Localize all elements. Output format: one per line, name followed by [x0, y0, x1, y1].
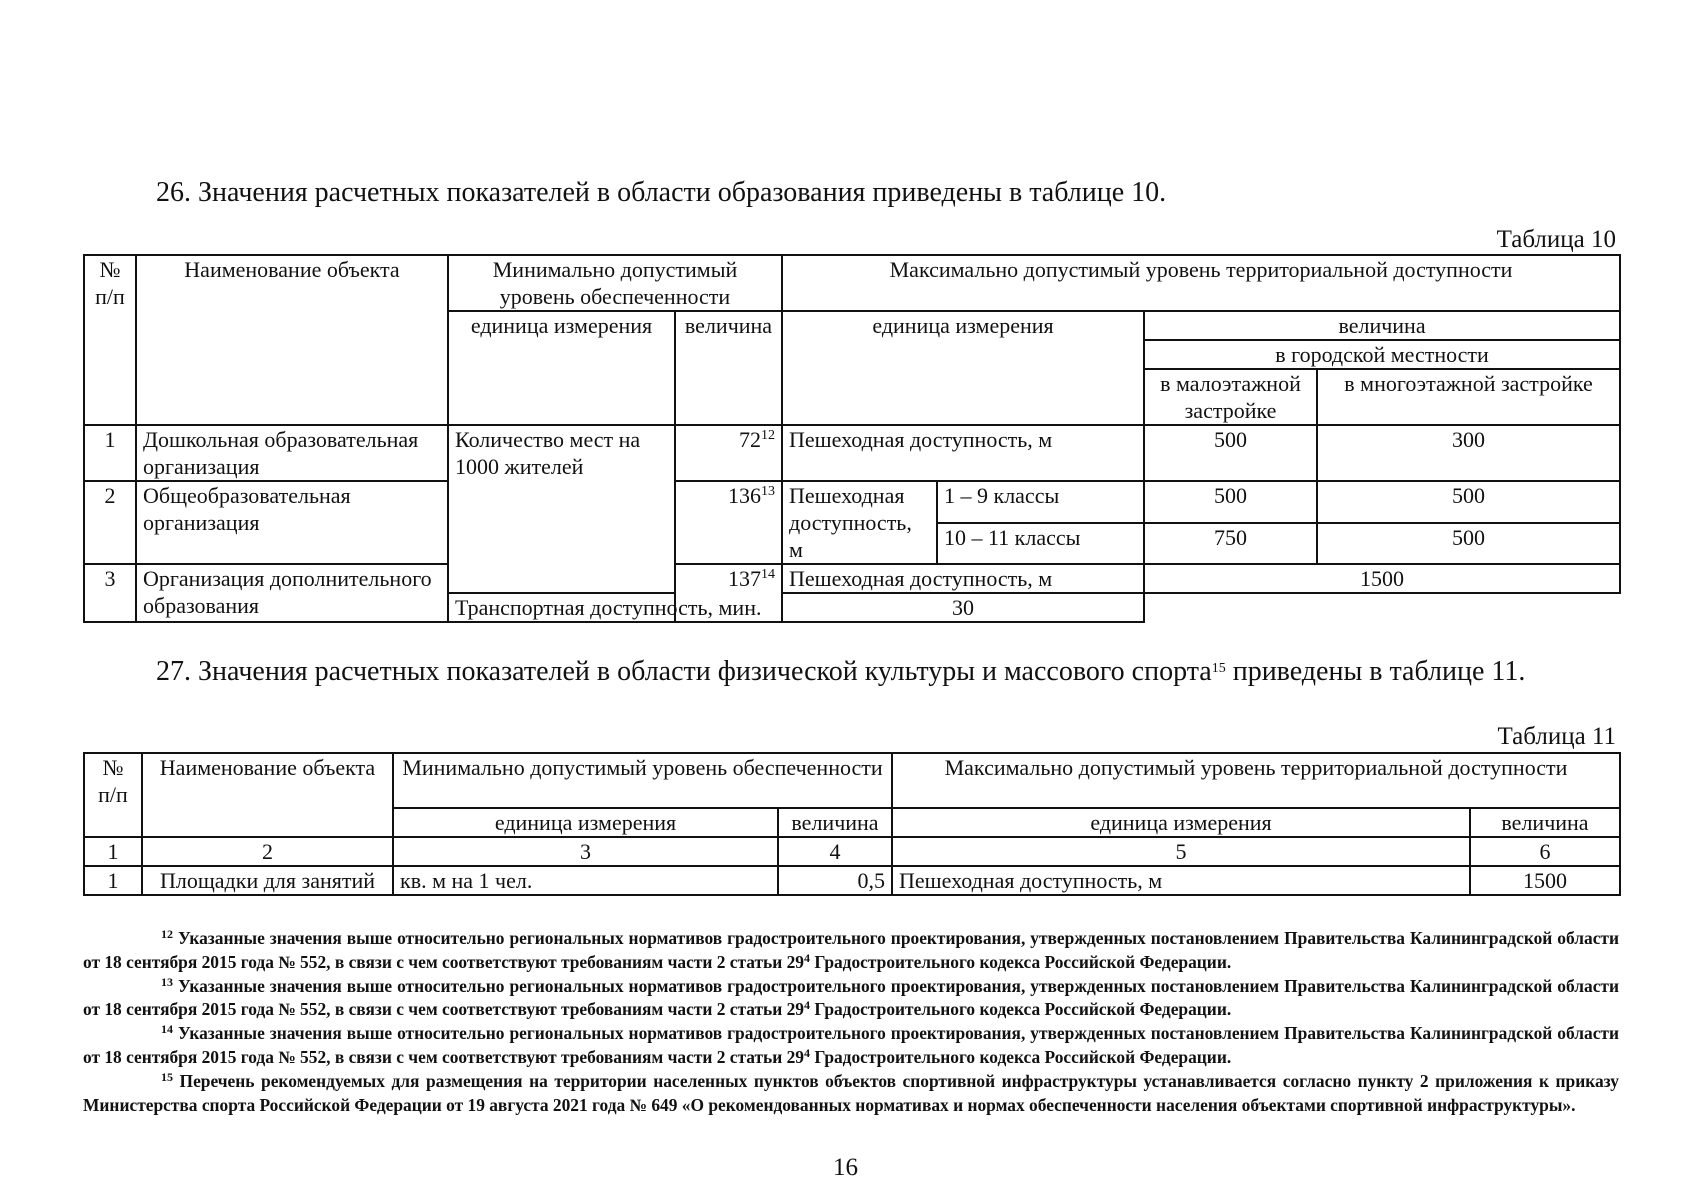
header-min-unit: единица измерения [448, 311, 675, 425]
footnote-ref: 14 [761, 567, 775, 582]
row-object-name: Площадки для занятий [142, 866, 393, 895]
row-object-name: Общеобразовательная организация [136, 481, 448, 564]
footnote: $^{14}$ Указанные значения выше относительно региональных нормативов градостроительного проектирования, утвержденных постановлением Правительства Калининградской области от 18 сентября 2015 года № 552, в связи с чем соответствуют требованиям части 2 статьи $29^4$ Градостроительного кодекса Российской Федерации. [83, 1022, 1619, 1067]
table-row [84, 481, 1620, 523]
column-number: 4 [778, 837, 892, 866]
row-low-rise-value: 500 [1144, 481, 1317, 523]
row-accessibility: Пешеходная доступность, м [782, 481, 937, 564]
row-min-value: $137^{14}$ [675, 564, 782, 622]
header-min-provision: Минимально допустимый уровень обеспеченности [448, 255, 782, 311]
header-high-rise: в многоэтажной застройке [1317, 369, 1620, 425]
row-high-rise-value: 500 [1317, 481, 1620, 523]
section-27-paragraph: 27. Значения расчетных показателей в области физической культуры и массового спорта$^{15}$ приведены в таблице 11. [156, 656, 1526, 687]
table-11-caption: Таблица 11 [1497, 723, 1616, 750]
row-number: 1 [84, 425, 136, 481]
row-accessibility: Пешеходная доступность, м [892, 866, 1470, 895]
header-max-value: величина [1470, 808, 1620, 837]
column-number: 1 [84, 837, 142, 866]
row-low-rise-value: 750 [1144, 523, 1317, 564]
footnote: $^{13}$ Указанные значения выше относительно региональных нормативов градостроительного проектирования, утвержденных постановлением Правительства Калининградской области от 18 сентября 2015 года № 552, в связи с чем соответствуют требованиям части 2 статьи $29^4$ Градостроительного кодекса Российской Федерации. [83, 974, 1619, 1020]
header-number: № п/п [84, 255, 136, 425]
row-min-value: $72^{12}$ [675, 425, 782, 481]
header-min-value: величина [778, 808, 892, 837]
header-max-unit: единица измерения [782, 311, 1144, 425]
header-low-rise: в малоэтажной застройке [1144, 369, 1317, 425]
section-26-paragraph: 26. Значения расчетных показателей в области образования приведены в таблице 10. [156, 177, 1167, 208]
row-accessibility: Пешеходная доступность, м [782, 425, 1144, 481]
row-class-range: 1 – 9 классы [937, 481, 1144, 523]
row-min-unit: Количество мест на 1000 жителей [448, 425, 675, 593]
row-number: 2 [84, 481, 136, 564]
row-accessibility-value: 30 [782, 593, 1144, 622]
row-object-name: Дошкольная образовательная организация [136, 425, 448, 481]
header-min-provision: Минимально допустимый уровень обеспеченности [393, 753, 892, 808]
column-number: 5 [892, 837, 1470, 866]
row-number: 3 [84, 564, 136, 622]
row-high-rise-value: 300 [1317, 425, 1620, 481]
page-number: 16 [833, 1154, 858, 1181]
header-max-unit: единица измерения [892, 808, 1470, 837]
row-min-value: 0,5 [778, 866, 892, 895]
footnote-ref: 12 [761, 428, 775, 443]
row-min-unit: кв. м на 1 чел. [393, 866, 778, 895]
header-max-accessibility: Максимально допустимый уровень территориальной доступности [782, 255, 1620, 311]
education-table [83, 254, 1621, 623]
table-row [84, 564, 1620, 593]
header-object-name: Наименование объекта [136, 255, 448, 425]
row-accessibility-value: 1500 [1144, 564, 1620, 593]
column-number-row [84, 837, 1620, 866]
row-accessibility: Пешеходная доступность, м [782, 564, 1144, 593]
header-urban-area: в городской местности [1144, 340, 1620, 369]
table-10-caption: Таблица 10 [1496, 226, 1616, 253]
footnote: $^{15}$ Перечень рекомендуемых для размещения на территории населенных пунктов объектов спортивной инфраструктуры устанавливается согласно пункту 2 приложения к приказу Министерства спорта Российской Федерации от 19 августа 2021 года № 649 «О рекомендованных нормативах и нормах обеспеченности населения объектами спортивной инфраструктуры». [83, 1069, 1619, 1115]
row-low-rise-value: 500 [1144, 425, 1317, 481]
row-accessibility: Транспортная доступность, мин. [448, 593, 782, 622]
header-min-value: величина [675, 311, 782, 425]
header-object-name: Наименование объекта [142, 753, 393, 837]
table-row [84, 866, 1620, 895]
footnote-ref: 15 [1211, 661, 1226, 676]
column-number: 6 [1470, 837, 1620, 866]
table-row [84, 425, 1620, 481]
column-number: 2 [142, 837, 393, 866]
header-max-accessibility: Максимально допустимый уровень территориальной доступности [892, 753, 1620, 808]
header-min-unit: единица измерения [393, 808, 778, 837]
header-max-value: величина [1144, 311, 1620, 340]
row-number: 1 [84, 866, 142, 895]
sport-table [83, 752, 1621, 896]
column-number: 3 [393, 837, 778, 866]
row-high-rise-value: 500 [1317, 523, 1620, 564]
row-max-value: 1500 [1470, 866, 1620, 895]
footnotes [83, 927, 1619, 1117]
footnote: $^{12}$ Указанные значения выше относительно региональных нормативов градостроительного проектирования, утвержденных постановлением Правительства Калининградской области от 18 сентября 2015 года № 552, в связи с чем соответствуют требованиям части 2 статьи $29^4$ Градостроительного кодекса Российской Федерации. [83, 927, 1619, 972]
row-class-range: 10 – 11 классы [937, 523, 1144, 564]
footnote-ref: 13 [761, 484, 775, 499]
header-number: № п/п [84, 753, 142, 837]
row-object-name: Организация дополнительного образования [136, 564, 448, 622]
row-min-value: $136^{13}$ [675, 481, 782, 564]
